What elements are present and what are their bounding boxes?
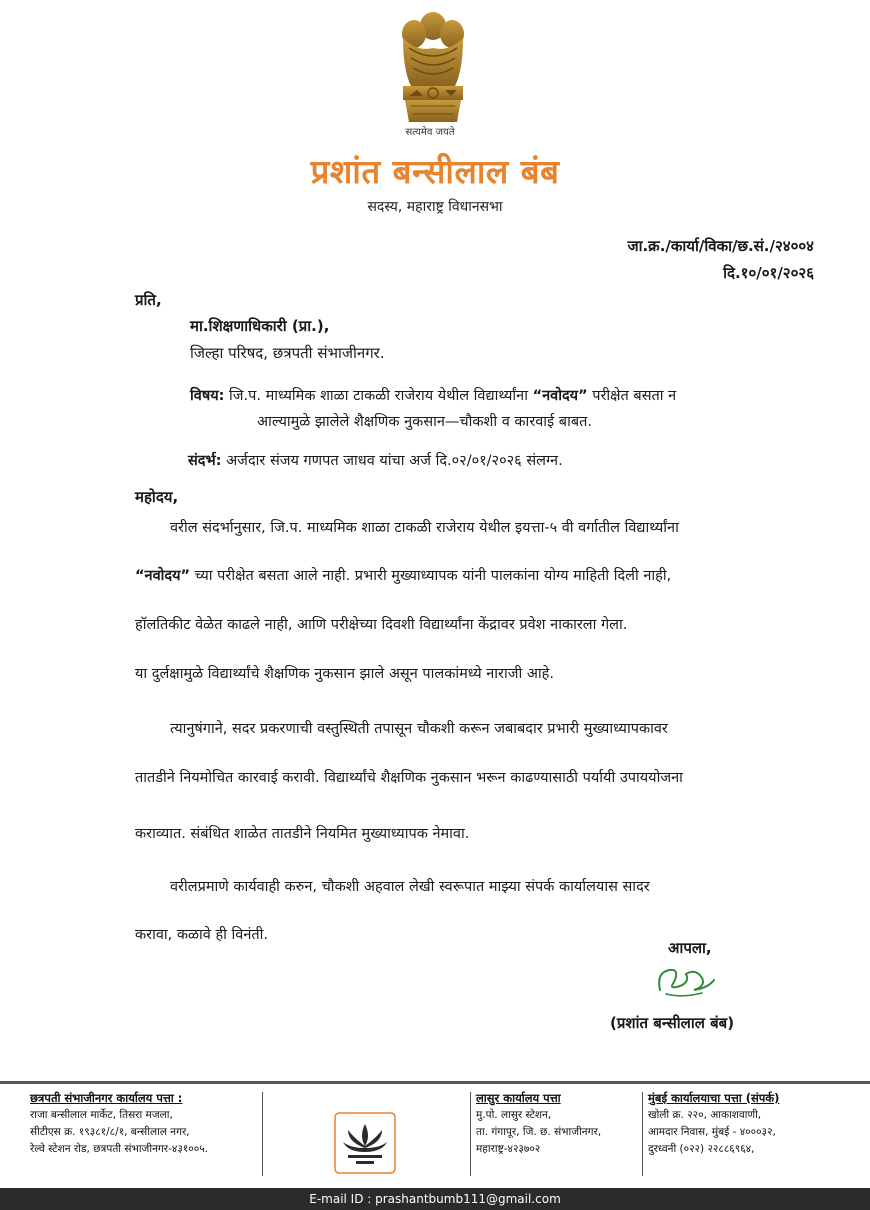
body-navoday: “नवोदय” bbox=[135, 568, 191, 584]
footer-office1-heading: छत्रपती संभाजीनगर कार्यालय पत्ता : bbox=[30, 1091, 183, 1105]
body-para2-line1: त्यानुषंगाने, सदर प्रकरणाची वस्तुस्थिती तपासून चौकशी करून जबाबदार प्रभारी मुख्याध्यापकावर bbox=[170, 721, 668, 737]
lotus-logo-icon bbox=[334, 1112, 396, 1174]
prati-label: प्रति, bbox=[135, 291, 162, 309]
reference-number: जा.क्र./कार्या/विका/छ.सं./२४००४ bbox=[627, 237, 814, 255]
footer-office2-heading: लासुर कार्यालय पत्ता bbox=[476, 1091, 561, 1105]
addressee-line1: मा.शिक्षणाधिकारी (प्रा.), bbox=[190, 317, 330, 335]
footer-office1-line3: रेल्वे स्टेशन रोड, छत्रपती संभाजीनगर-४३१००५. bbox=[30, 1143, 208, 1155]
body-para3-line1: वरीलप्रमाणे कार्यवाही करुन, चौकशी अहवाल लेखी स्वरूपात माझ्या संपर्क कार्यालयास सादर bbox=[170, 879, 650, 895]
emblem-motto: सत्यमेव जयते bbox=[405, 127, 455, 138]
subject-navoday: “नवोदय” bbox=[532, 388, 588, 404]
sandarbh-label: संदर्भ: bbox=[188, 453, 222, 469]
footer-column-divider bbox=[470, 1092, 471, 1176]
footer-column-divider bbox=[642, 1092, 643, 1176]
subject-line1-post: परीक्षेत बसता न bbox=[587, 388, 677, 404]
body-para3-line2: करावा, कळावे ही विनंती. bbox=[135, 927, 268, 943]
signature-icon bbox=[652, 960, 722, 1004]
letterhead-name: प्रशांत बन्सीलाल बंब bbox=[310, 152, 560, 191]
footer-office3-heading: मुंबई कार्यालयाचा पत्ता (संपर्क) bbox=[648, 1091, 780, 1105]
footer-email-bar: E-mail ID : prashantbumb111@gmail.com bbox=[0, 1188, 870, 1210]
reference-date: दि.१०/०१/२०२६ bbox=[723, 264, 814, 282]
body-para1-line2 bbox=[135, 565, 671, 585]
footer-office3-line1: खोली क्र. २२०, आकाशवाणी, bbox=[648, 1109, 762, 1121]
body-para1-line2-text: च्या परीक्षेत बसता आले नाही. प्रभारी मुख्याध्यापक यांनी पालकांना योग्य माहिती दिली नाही, bbox=[190, 568, 672, 584]
footer-office1-line1: राजा बन्सीलाल मार्केट, तिसरा मजला, bbox=[30, 1109, 173, 1121]
footer-office1-line2: सीटीएस क्र. १९३८१/८/१, बन्सीलाल नगर, bbox=[30, 1126, 190, 1138]
subject-block bbox=[190, 383, 830, 435]
footer-office3-line2: आमदार निवास, मुंबई - ४०००३२, bbox=[648, 1126, 776, 1138]
ashoka-emblem-icon bbox=[389, 8, 477, 130]
footer-office-sambhajinagar bbox=[30, 1090, 208, 1158]
body-para1-line1: वरील संदर्भानुसार, जि.प. माध्यमिक शाळा टाकळी राजेराय येथील इयत्ता-५ वी वर्गातील विद्यार्थ्यांना bbox=[170, 520, 679, 536]
footer-office3-line3: दुरध्वनी (०२२) २२८८६९६४, bbox=[648, 1143, 755, 1155]
body-para1-line4: या दुर्लक्षामुळे विद्यार्थ्यांचे शैक्षणिक नुकसान झाले असून पालकांमध्ये नाराजी आहे. bbox=[135, 666, 554, 682]
footer-column-divider bbox=[262, 1092, 263, 1176]
sandarbh-block bbox=[188, 450, 563, 470]
subject-line1-pre: जि.प. माध्यमिक शाळा टाकळी राजेराय येथील विद्यार्थ्यांना bbox=[229, 388, 533, 404]
body-para2-line2: तातडीने नियमोचित कारवाई करावी. विद्यार्थ्यांचे शैक्षणिक नुकसान भरून काढण्यासाठी पर्यायी उपाययोजना bbox=[135, 770, 683, 786]
footer-divider bbox=[0, 1081, 870, 1084]
body-para2-line3: कराव्यात. संबंधित शाळेत तातडीने नियमित मुख्याध्यापक नेमावा. bbox=[135, 826, 470, 842]
closing-yours: आपला, bbox=[668, 939, 712, 957]
sandarbh-text: अर्जदार संजय गणपत जाधव यांचा अर्ज दि.०२/०१/२०२६ संलग्न. bbox=[226, 453, 563, 469]
footer-office2-line1: मु.पो. लासुर स्टेशन, bbox=[476, 1109, 552, 1121]
salutation: महोदय, bbox=[135, 488, 179, 506]
addressee-line2: जिल्हा परिषद, छत्रपती संभाजीनगर. bbox=[190, 344, 385, 362]
footer-office2-line2: ता. गंगापूर, जि. छ. संभाजीनगर, bbox=[476, 1126, 602, 1138]
footer-office2-line3: महाराष्ट्र-४२३७०२ bbox=[476, 1143, 541, 1155]
body-para1-line3: हॉलतिकीट वेळेत काढले नाही, आणि परीक्षेच्या दिवशी विद्यार्थ्यांना केंद्रावर प्रवेश नाकारला गेला. bbox=[135, 617, 628, 633]
letterhead-designation: सदस्य, महाराष्ट्र विधानसभा bbox=[367, 199, 503, 215]
signatory-name: (प्रशांत बन्सीलाल बंब) bbox=[610, 1014, 735, 1032]
footer-office-mumbai bbox=[648, 1090, 779, 1158]
footer-office-lasur bbox=[476, 1090, 601, 1158]
subject-label: विषय: bbox=[190, 388, 225, 404]
subject-line2: आल्यामुळे झालेले शैक्षणिक नुकसान—चौकशी व कारवाई बाबत. bbox=[257, 414, 592, 430]
